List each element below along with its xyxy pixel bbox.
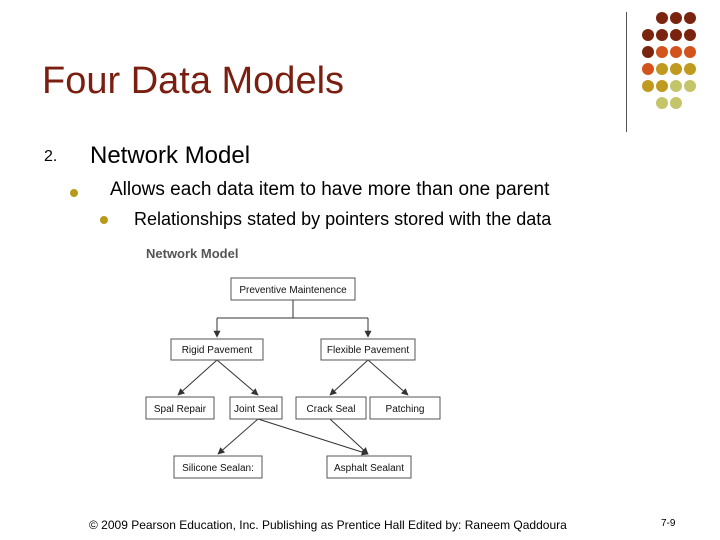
arrow-rigid-spal (178, 360, 217, 395)
sub-bullet-dot-icon (100, 216, 108, 224)
diagram-title: Network Model (146, 246, 239, 261)
slide-title: Four Data Models (42, 60, 345, 102)
bullet-multiple-parents: Allows each data item to have more than one parent (110, 179, 550, 200)
decorative-dot (684, 46, 696, 58)
decorative-dot (670, 12, 682, 24)
decorative-dot (684, 12, 696, 24)
node-patching: Patching (385, 404, 425, 415)
decorative-dot (642, 63, 654, 75)
decorative-dot (684, 29, 696, 41)
node-flexible-pavement: Flexible Pavement (326, 345, 410, 356)
decorative-vertical-rule (626, 12, 627, 132)
slide-number: 7-9 (661, 518, 676, 529)
sub-bullet-pointers: Relationships stated by pointers stored with the data (134, 209, 552, 229)
arrow-joint-silicone (218, 419, 258, 454)
decorative-dot (642, 29, 654, 41)
decorative-dot (670, 29, 682, 41)
footer-copyright: © 2009 Pearson Education, Inc. Publishing as Prentice Hall Edited by: Raneem Qaddoura (89, 518, 567, 532)
decorative-dot (656, 12, 668, 24)
decorative-dot (670, 46, 682, 58)
decorative-dot (656, 29, 668, 41)
bullet-dot-icon (70, 189, 78, 197)
decorative-dot (642, 46, 654, 58)
network-model-diagram (140, 240, 450, 482)
arrow-flexible-patching (368, 360, 408, 395)
node-asphalt-sealant: Asphalt Sealant (333, 463, 405, 474)
arrow-joint-asphalt (258, 419, 368, 454)
item-network-model: Network Model (90, 142, 251, 169)
decorative-dot (656, 46, 668, 58)
arrow-rigid-joint (217, 360, 258, 395)
node-silicone-sealant: Silicone Sealan: (182, 463, 254, 474)
node-root: Preventive Maintenence (239, 285, 347, 296)
node-rigid-pavement: Rigid Pavement (181, 345, 253, 356)
diagram-connectors (178, 300, 408, 454)
decorative-dot (656, 80, 668, 92)
arrow-crack-asphalt (330, 419, 368, 454)
decorative-dot (670, 97, 682, 109)
decorative-dot (656, 97, 668, 109)
node-spal-repair: Spal Repair (153, 404, 207, 415)
decorative-dot (684, 80, 696, 92)
decorative-dot (656, 63, 668, 75)
node-crack-seal: Crack Seal (306, 404, 356, 415)
decorative-dot (670, 63, 682, 75)
decorative-dot (670, 80, 682, 92)
decorative-dot (684, 63, 696, 75)
item-number: 2. (44, 148, 58, 165)
node-joint-seal: Joint Seal (234, 404, 278, 415)
arrow-flexible-crack (330, 360, 368, 395)
decorative-dot (642, 80, 654, 92)
